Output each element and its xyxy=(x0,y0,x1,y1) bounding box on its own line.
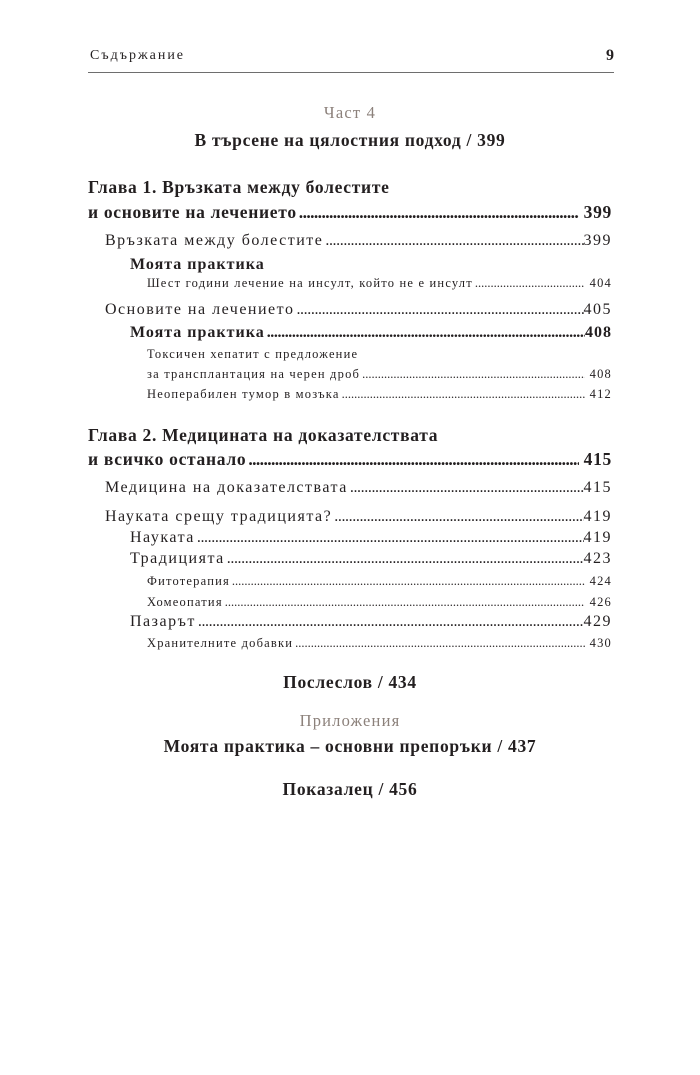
toc-entry-page: 419 xyxy=(583,508,612,525)
afterword-entry: Послеслов / 434 xyxy=(283,672,417,692)
dot-leader xyxy=(227,548,584,570)
dot-leader xyxy=(248,447,578,471)
chapter-heading xyxy=(88,423,612,447)
chapter-page: 415 xyxy=(583,449,612,469)
chapter-title-line: и основите на лечението xyxy=(88,202,297,222)
toc-entry xyxy=(147,366,612,382)
chapter-heading xyxy=(88,200,612,224)
toc-entry-title: Науката срещу традицията? xyxy=(105,508,333,525)
toc-entry xyxy=(147,386,612,402)
toc-entry xyxy=(130,527,612,549)
chapter-title-line: и всичко останало xyxy=(88,449,247,469)
toc-entry-title: Шест години лечение на инсулт, който не е инсулт xyxy=(147,276,473,290)
toc-entry xyxy=(147,346,612,362)
toc-entry-page: 412 xyxy=(589,387,612,401)
toc-entry-title: Моята практика xyxy=(130,324,265,341)
dot-leader xyxy=(350,477,584,499)
dot-leader xyxy=(362,366,585,382)
toc-entry-title: Науката xyxy=(130,529,195,546)
toc-entry xyxy=(105,299,612,321)
toc-entry-title: Неоперабилен тумор в мозъка xyxy=(147,387,340,401)
index-entry: Показалец / 456 xyxy=(282,779,418,799)
toc-entry-page: 399 xyxy=(583,232,612,249)
toc-entry-title: Фитотерапия xyxy=(147,574,230,588)
dot-leader xyxy=(475,275,585,291)
part-label: Част 4 xyxy=(323,103,377,122)
chapter-heading xyxy=(88,175,612,199)
toc-entry-title: Основите на лечението xyxy=(105,301,295,318)
header-rule xyxy=(88,72,614,73)
toc-entry xyxy=(147,594,612,610)
toc-entry xyxy=(130,548,612,570)
toc-entry-page: 419 xyxy=(583,529,612,546)
toc-entry-title: Токсичен хепатит с предложение xyxy=(147,347,359,361)
toc-entry-page: 415 xyxy=(583,479,612,496)
dot-leader xyxy=(295,635,584,651)
appendix-label: Приложения xyxy=(299,711,401,730)
toc-entry xyxy=(105,230,612,252)
toc-entry-title: Традицията xyxy=(130,550,225,567)
toc-entry xyxy=(147,275,612,291)
toc-entry-title: Връзката между болестите xyxy=(105,232,324,249)
toc-entry-page: 404 xyxy=(589,276,612,290)
toc-entry-page: 430 xyxy=(589,636,612,650)
dot-leader xyxy=(197,527,584,549)
dot-leader xyxy=(267,322,585,344)
toc-entry-title: Хомеопатия xyxy=(147,595,223,609)
chapter-title-line: Глава 2. Медицината на доказателствата xyxy=(88,425,439,445)
toc-entry-page: 423 xyxy=(583,550,612,567)
page-number: 9 xyxy=(606,47,614,64)
toc-entry-title: Медицина на доказателствата xyxy=(105,479,348,496)
dot-leader xyxy=(334,506,583,528)
toc-entry-page: 408 xyxy=(585,324,612,341)
toc-entry-page: 405 xyxy=(583,301,612,318)
toc-entry-title: за трансплантация на черен дроб xyxy=(147,367,361,381)
toc-entry xyxy=(147,573,612,589)
toc-entry xyxy=(130,322,612,344)
dot-leader xyxy=(225,594,585,610)
toc-entry-title: Пазарът xyxy=(130,613,196,630)
toc-entry xyxy=(130,611,612,633)
dot-leader xyxy=(232,573,585,589)
toc-subheading-title: Моята практика xyxy=(130,256,265,273)
dot-leader xyxy=(325,230,583,252)
dot-leader xyxy=(296,299,583,321)
dot-leader xyxy=(299,200,579,224)
chapter-page: 399 xyxy=(583,202,612,222)
toc-entry-page: 408 xyxy=(589,367,612,381)
toc-entry xyxy=(105,477,612,499)
chapter-heading xyxy=(88,447,612,471)
toc-entry-title: Хранителните добавки xyxy=(147,636,294,650)
toc-entry-page: 424 xyxy=(589,574,612,588)
appendix-title: Моята практика – основни препоръки / 437 xyxy=(163,736,537,756)
toc-entry-page: 429 xyxy=(583,613,612,630)
toc-subheading xyxy=(130,254,612,276)
running-header-title: Съдържание xyxy=(90,48,186,63)
dot-leader xyxy=(342,386,585,402)
toc-entry xyxy=(147,635,612,651)
dot-leader xyxy=(198,611,584,633)
part-title: В търсене на цялостния подход / 399 xyxy=(194,130,506,150)
toc-entry-page: 426 xyxy=(589,595,612,609)
toc-entry xyxy=(105,506,612,528)
chapter-title-line: Глава 1. Връзката между болестите xyxy=(88,177,390,197)
